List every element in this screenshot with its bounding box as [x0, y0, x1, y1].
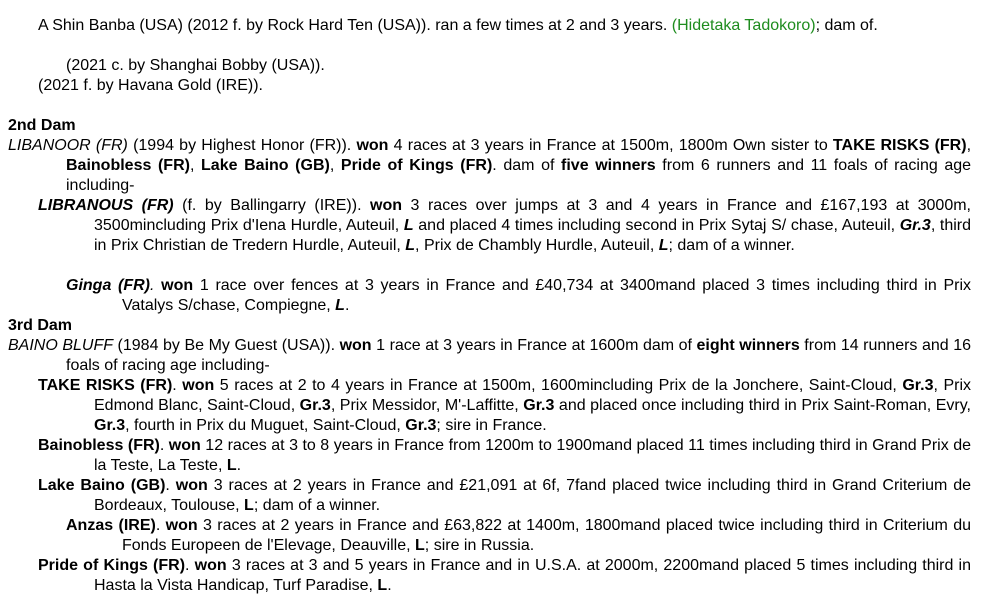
- horse-name: Ginga (FR): [66, 277, 151, 294]
- bainobless-entry: Bainobless (FR). won 12 races at 3 to 8 years in France from 1200m to 1900mand placed 11 times including third in Grand Prix de la Teste, La Teste, L.: [38, 437, 971, 474]
- anzas-entry: Anzas (IRE). won 3 races at 2 years in France and £63,822 at 1400m, 1800mand placed twice including third in Criterium du Fonds Europeen de l'Elevage, Deauville, L; sire in Russia.: [66, 517, 972, 554]
- horse-name: TAKE RISKS (FR): [38, 377, 173, 394]
- dam-name: LIBANOOR (FR): [8, 137, 128, 154]
- section-heading-2nd-dam: 2nd Dam: [8, 117, 76, 134]
- ginga-entry: Ginga (FR). won 1 race over fences at 3 years in France and £40,734 at 3400mand placed 3 times including third in Prix Vatalys S/chase, Compiegne, L.: [66, 277, 971, 314]
- horse-name: Lake Baino (GB): [38, 477, 166, 494]
- second-dam-entry: LIBANOOR (FR) (1994 by Highest Honor (FR)). won 4 races at 3 years in France at 1500m, 1800m Own sister to TAKE RISKS (FR), Bainobless (FR), Lake Baino (GB), Pride of Kings (FR). dam of five winners from 6 runners and 11 foals of racing age including-: [8, 137, 972, 194]
- horse-name: LIBRANOUS (FR): [38, 197, 174, 214]
- offspring-entry: (2021 f. by Havana Gold (IRE)).: [38, 77, 263, 94]
- take-risks-entry: TAKE RISKS (FR). won 5 races at 2 to 4 years in France at 1500m, 1600mincluding Prix de la Jonchere, Saint-Cloud, Gr.3, Prix Edmond Blanc, Saint-Cloud, Gr.3, Prix Messidor, M'-Laffitte, Gr.3 and placed once including third in Prix Saint-Roman, Evry, Gr.3, fourth in Prix du Muguet, Saint-Cloud, Gr.3; sire in France.: [38, 377, 972, 434]
- owner-name: (Hidetaka Tadokoro): [671, 17, 816, 34]
- horse-name: A Shin Banba (USA): [38, 17, 183, 34]
- horse-name: Bainobless (FR): [38, 437, 160, 454]
- dam-name: BAINO BLUFF: [8, 337, 114, 354]
- horse-name: Anzas (IRE): [66, 517, 156, 534]
- offspring-entry: A Shin Banba (USA) (2012 f. by Rock Hard Ten (USA)). ran a few times at 2 and 3 years. (Hidetaka Tadokoro); dam of.: [38, 17, 878, 34]
- offspring-entry: (2021 c. by Shanghai Bobby (USA)).: [66, 57, 325, 74]
- libranous-entry: LIBRANOUS (FR) (f. by Ballingarry (IRE)). won 3 races over jumps at 3 and 4 years in France and £167,193 at 3000m, 3500mincluding Prix d'Iena Hurdle, Auteuil, L and placed 4 times including second in Prix Sytaj S/ chase, Auteuil, Gr.3, third in Prix Christian de Tredern Hurdle, Auteuil, L, Prix de Chambly Hurdle, Auteuil, L; dam of a winner.: [38, 197, 972, 254]
- section-heading-3rd-dam: 3rd Dam: [8, 317, 73, 334]
- lake-baino-entry: Lake Baino (GB). won 3 races at 2 years in France and £21,091 at 6f, 7fand placed twice including third in Grand Criterium de Bordeaux, Toulouse, L; dam of a winner.: [38, 477, 972, 514]
- pride-of-kings-entry: Pride of Kings (FR). won 3 races at 3 and 5 years in France and in U.S.A. at 2000m, 2200mand placed 5 times including third in Hasta la Vista Handicap, Turf Paradise, L.: [38, 557, 972, 594]
- horse-name: Pride of Kings (FR): [38, 557, 186, 574]
- third-dam-entry: BAINO BLUFF (1984 by Be My Guest (USA)). won 1 race at 3 years in France at 1600m dam of eight winners from 14 runners and 16 foals of racing age including-: [8, 337, 972, 374]
